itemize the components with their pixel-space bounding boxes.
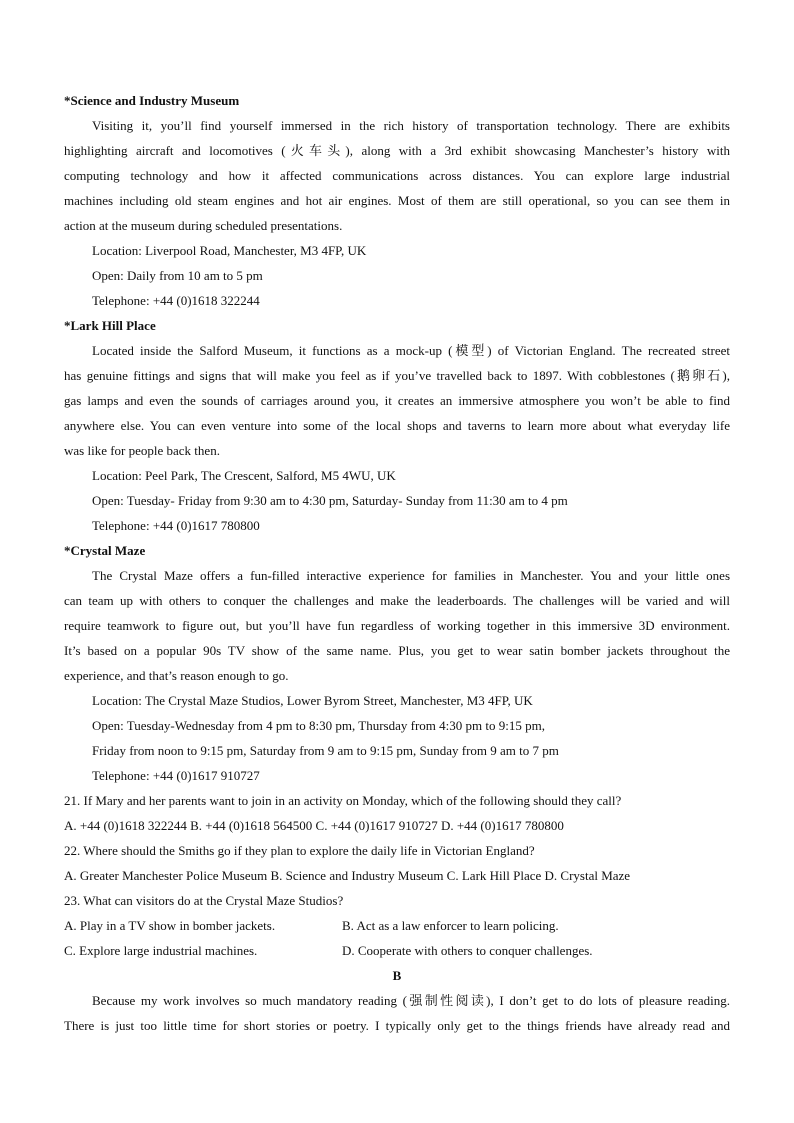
question-23-options-row bbox=[64, 913, 730, 938]
science-para-line: Visiting it, you’ll find yourself immersed in the rich history of transportation technology. There are exhibits bbox=[92, 118, 730, 133]
lark-para-line: Located inside the Salford Museum, it functions as a mock-up (模型) of Victorian England. The recreated street bbox=[92, 343, 730, 358]
crystal-para-line: experience, and that’s reason enough to go. bbox=[64, 668, 289, 683]
question-23-option-c: C. Explore large industrial machines. bbox=[64, 943, 258, 958]
section-b-label: B bbox=[392, 968, 402, 983]
document-content bbox=[64, 88, 730, 1038]
crystal-location: Location: The Crystal Maze Studios, Lower Byrom Street, Manchester, M3 4FP, UK bbox=[92, 693, 533, 708]
question-23-options-row bbox=[64, 938, 730, 963]
crystal-para-line: It’s based on a popular 90s TV show of the same name. Plus, you get to wear satin bomber jackets throughout the bbox=[64, 643, 730, 658]
question-21-options: A. +44 (0)1618 322244 B. +44 (0)1618 564500 C. +44 (0)1617 910727 D. +44 (0)1617 780800 bbox=[64, 818, 564, 833]
lark-para-line: anywhere else. You can even venture into some of the local shops and taverns to learn more about what everyday life bbox=[64, 418, 730, 433]
crystal-para-line: can team up with others to conquer the challenges and make the leaderboards. The challenges will be varied and will bbox=[64, 593, 730, 608]
lark-location: Location: Peel Park, The Crescent, Salford, M5 4WU, UK bbox=[92, 468, 396, 483]
question-23-option-d: D. Cooperate with others to conquer challenges. bbox=[342, 943, 593, 958]
science-para-line: machines including old steam engines and hot air engines. Most of them are still operational, so you can see them in bbox=[64, 193, 730, 208]
crystal-para-line: The Crystal Maze offers a fun-filled interactive experience for families in Manchester. You and your little ones bbox=[92, 568, 730, 583]
question-22-options: A. Greater Manchester Police Museum B. Science and Industry Museum C. Lark Hill Place D. Crystal Maze bbox=[64, 868, 631, 883]
section-title-science: *Science and Industry Museum bbox=[64, 93, 240, 108]
science-para-line: highlighting aircraft and locomotives (火车头), along with a 3rd exhibit showcasing Manchester’s history with bbox=[64, 143, 730, 158]
lark-open: Open: Tuesday- Friday from 9:30 am to 4:30 pm, Saturday- Sunday from 11:30 am to 4 pm bbox=[92, 493, 568, 508]
science-location: Location: Liverpool Road, Manchester, M3 4FP, UK bbox=[92, 243, 367, 258]
crystal-open: Open: Tuesday-Wednesday from 4 pm to 8:30 pm, Thursday from 4:30 pm to 9:15 pm, bbox=[92, 718, 545, 733]
question-21-stem: 21. If Mary and her parents want to join in an activity on Monday, which of the following should they call? bbox=[64, 793, 622, 808]
section-title-lark: *Lark Hill Place bbox=[64, 318, 156, 333]
science-para-line: action at the museum during scheduled presentations. bbox=[64, 218, 343, 233]
lark-para-line: has genuine fittings and signs that will make you feel as if you’ve travelled back to 1897. With cobblestones (鹅卵石), bbox=[64, 368, 730, 383]
section-b-para-line: There is just too little time for short stories or poetry. I typically only get to the things friends have already read and bbox=[64, 1018, 730, 1033]
section-title-crystal: *Crystal Maze bbox=[64, 543, 146, 558]
section-b-para-line: Because my work involves so much mandatory reading (强制性阅读), I don’t get to do lots of pleasure reading. bbox=[92, 993, 730, 1008]
question-23-stem: 23. What can visitors do at the Crystal Maze Studios? bbox=[64, 893, 344, 908]
crystal-para-line: require teamwork to figure out, but you’ll have fun regardless of working together in this immersive 3D environment. bbox=[64, 618, 730, 633]
crystal-telephone: Telephone: +44 (0)1617 910727 bbox=[92, 768, 260, 783]
question-23-option-a: A. Play in a TV show in bomber jackets. bbox=[64, 918, 276, 933]
science-telephone: Telephone: +44 (0)1618 322244 bbox=[92, 293, 260, 308]
question-23-option-b: B. Act as a law enforcer to learn policing. bbox=[342, 918, 559, 933]
crystal-open-continued: Friday from noon to 9:15 pm, Saturday from 9 am to 9:15 pm, Sunday from 9 am to 7 pm bbox=[92, 743, 559, 758]
question-22-stem: 22. Where should the Smiths go if they plan to explore the daily life in Victorian England? bbox=[64, 843, 535, 858]
lark-telephone: Telephone: +44 (0)1617 780800 bbox=[92, 518, 260, 533]
science-para-line: computing technology and how it affected communications across distances. You can explore large industrial bbox=[64, 168, 730, 183]
science-open: Open: Daily from 10 am to 5 pm bbox=[92, 268, 263, 283]
lark-para-line: gas lamps and even the sounds of carriages around you, it creates an immersive atmosphere you won’t be able to find bbox=[64, 393, 730, 408]
lark-para-line: was like for people back then. bbox=[64, 443, 220, 458]
